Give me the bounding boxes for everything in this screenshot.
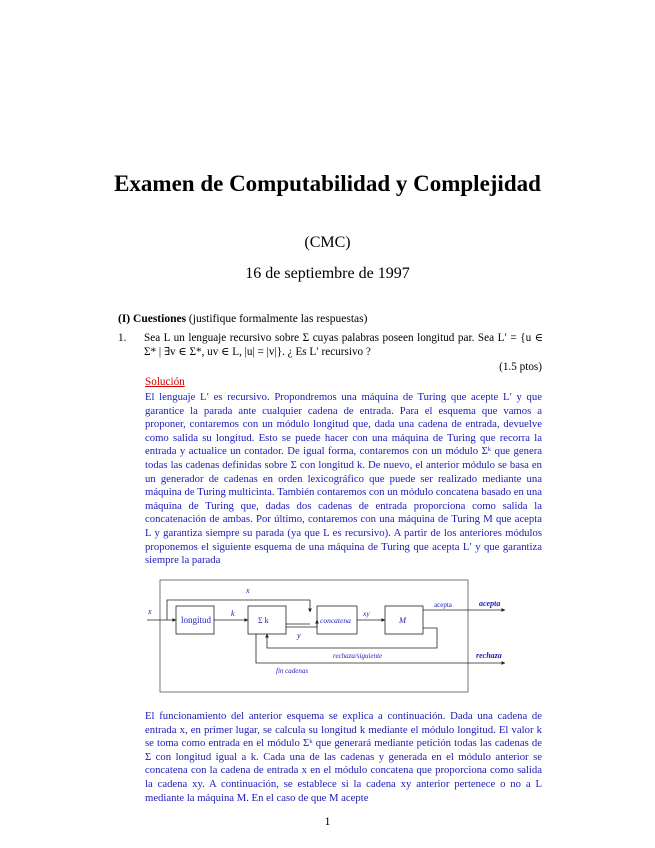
fin-cadenas-label: fin cadenas [276, 667, 309, 675]
solution-paragraph-1: El lenguaje L′ es recursivo. Propondremos una máquina de Turing que acepte L′ y que garantice la parada ante cualquier cadena de entrada. Para el esquema que vamos a proponer, contaremos con un módulo longitud que, dada una cadena de entrada, devuelve como salida su longitud. Esto se puede hacer con una máquina de Turing que recorra la entrada y actualice un contador. De igual forma, contaremos con un módulo Σᵏ que genera todas las cadenas definidas sobre Σ con longitud k. De nuevo, el anterior módulo se basa en un generador de cadenas en orden lexicográfico que puede ser realizado mediante una máquina de Turing multicinta. También contaremos con un módulo concatena basado en una máquina de Turing que, dadas dos cadenas de entrada proporciona como salida la concatenación de ambas. Por último, contaremos con una máquina de Turing M que acepta L y garantiza siempre su parada (ya que L es recursivo). A partir de los anteriores módulos proponemos el siguiente esquema de una máquina de Turing que acepta L′ y que garantiza siempre la parada [145, 391, 542, 567]
outer-frame [160, 580, 468, 692]
section-title: (I) Cuestiones [118, 313, 187, 325]
section-note: (justifique formalmente las respuestas) [188, 313, 368, 325]
acepta-output-label: acepta [479, 599, 501, 608]
course-code: (CMC) [304, 234, 351, 251]
feedback-label: rechaza/siguiente [333, 652, 383, 660]
k-label: k [231, 609, 235, 618]
section-heading [118, 313, 367, 325]
exam-date: 16 de septiembre de 1997 [245, 265, 410, 282]
acepta-small-label: acepta [434, 601, 452, 609]
concatena-label: concatena [320, 616, 351, 625]
solution-paragraph-2: El funcionamiento del anterior esquema se explica a continuación. Dada una cadena de entrada x, en primer lugar, se calcula su longitud k mediante el módulo longitud. El valor k se toma como entrada en el módulo Σᵏ que generará mediante petición todas las cadenas de Σ con longitud igual a k. Cada una de las cadenas y generada en el módulo anterior se concatena con la cadena de entrada x en el módulo concatena que proporciona como salida la cadena xy. A continuación, se establece si la cadena xy anterior pertenece o no a L mediante la máquina M. En el caso de que M acepte [145, 710, 542, 804]
feedback-arrow [267, 628, 437, 648]
question-points: (1.5 ptos) [499, 361, 542, 373]
y-arrow-2 [286, 620, 317, 627]
page-title: Examen de Computabilidad y Complejidad [114, 171, 541, 196]
m-label: M [399, 615, 407, 625]
question-text: Sea L un lenguaje recursivo sobre Σ cuyas palabras poseen longitud par. Sea L′ = {u ∈ Σ* | ∃v ∈ Σ*, uv ∈ L, |u| = |v|}. ¿ Es L′ recursivo ? [144, 332, 543, 358]
page-number: 1 [324, 814, 331, 828]
xy-label: xy [363, 609, 370, 618]
longitud-label: longitud [181, 615, 212, 625]
solution-label: Solución [145, 376, 185, 388]
rechaza-output-label: rechaza [476, 651, 502, 660]
sigma-k-label: Σ k [258, 616, 269, 625]
turing-machine-diagram [145, 572, 540, 707]
input-x-label: x [148, 607, 152, 616]
y-label: y [297, 631, 301, 640]
question-number: 1. [118, 332, 127, 344]
top-x-label: x [246, 586, 250, 595]
question-1 [118, 331, 543, 359]
